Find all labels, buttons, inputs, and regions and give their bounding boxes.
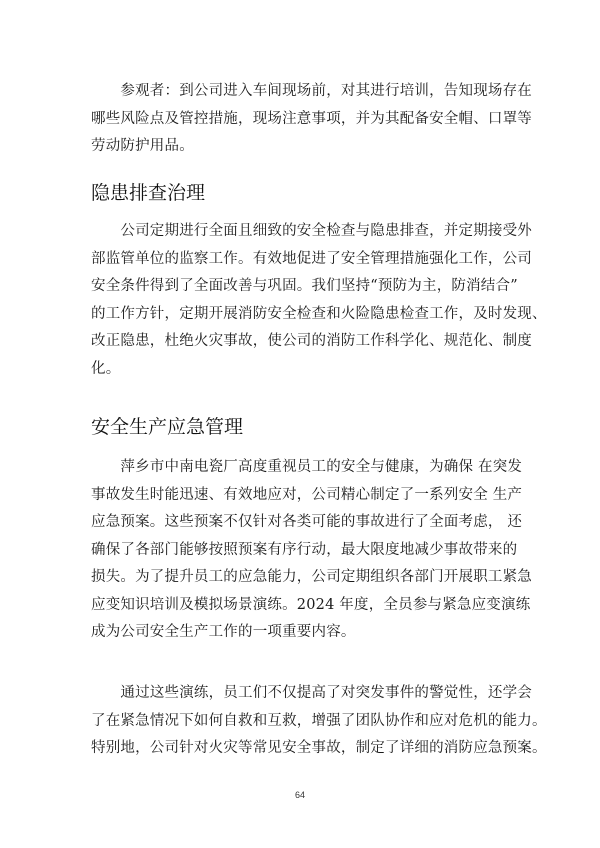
hazard-paragraph (91, 218, 547, 383)
paragraph-line: 改正隐患，杜绝火灾事故，使公司的消防工作科学化、规范化、制度 (91, 333, 532, 349)
paragraph-line: 成为公司安全生产工作的一项重要内容。 (91, 624, 356, 640)
visitors-paragraph (91, 78, 532, 161)
paragraph-line: 特别地，公司针对火灾等常见安全事故，制定了详细的消防应急预案。 (91, 740, 547, 756)
paragraph-line: 确保了各部门能够按照预案有序行动，最大限度地减少事故带来的 (91, 541, 518, 558)
paragraph-line: 劳动防护用品。 (91, 138, 194, 154)
paragraph-line: 萍乡市中南电瓷厂高度重视员工的安全与健康，为确保 在突发 (91, 459, 523, 475)
paragraph-line: 部监管单位的监察工作。有效地促进了安全管理措施强化工作，公司 (91, 250, 532, 267)
paragraph-line: 事故发生时能迅速、有效地应对，公司精心制定了一系列安全 生产 (91, 486, 523, 503)
paragraph-line: 应急预案。这些预案不仅针对各类可能的事故进行了全面考虑， 还 (91, 514, 523, 530)
emergency-paragraph-2 (91, 680, 547, 763)
hazard-section-title: 隐患排查治理 (91, 182, 206, 204)
paragraph-line: 化。 (91, 360, 121, 377)
paragraph-line: 公司定期进行全面且细致的安全检查与隐患排查，并定期接受外 (91, 223, 532, 239)
paragraph-line: 通过这些演练，员工们不仅提高了对突发事件的警觉性，还学会 (91, 685, 532, 701)
page-number: 64 (294, 790, 305, 800)
paragraph-line: 损失。为了提升员工的应急能力，公司定期组织各部门开展职工紧急 (91, 569, 532, 585)
emergency-section-title: 安全生产应急管理 (91, 416, 244, 438)
paragraph-line: 安全条件得到了全面改善与巩固。我们坚持“预防为主，防消结合” (91, 278, 518, 294)
paragraph-line: 应变知识培训及模拟场景演练。2024 年度，全员参与紧急应变演练 (91, 596, 531, 613)
paragraph-line: 了在紧急情况下如何自救和互救，增强了团队协作和应对危机的能力。 (91, 712, 547, 729)
paragraph-line: 哪些风险点及管控措施，现场注意事项，并为其配备安全帽、口罩等 (91, 110, 532, 127)
emergency-paragraph-1 (91, 454, 532, 647)
paragraph-line: 的工作方针，定期开展消防安全检查和火险隐患检查工作，及时发现、 (91, 305, 547, 322)
paragraph-line: 参观者：到公司进入车间现场前，对其进行培训，告知现场存在 (91, 83, 532, 99)
